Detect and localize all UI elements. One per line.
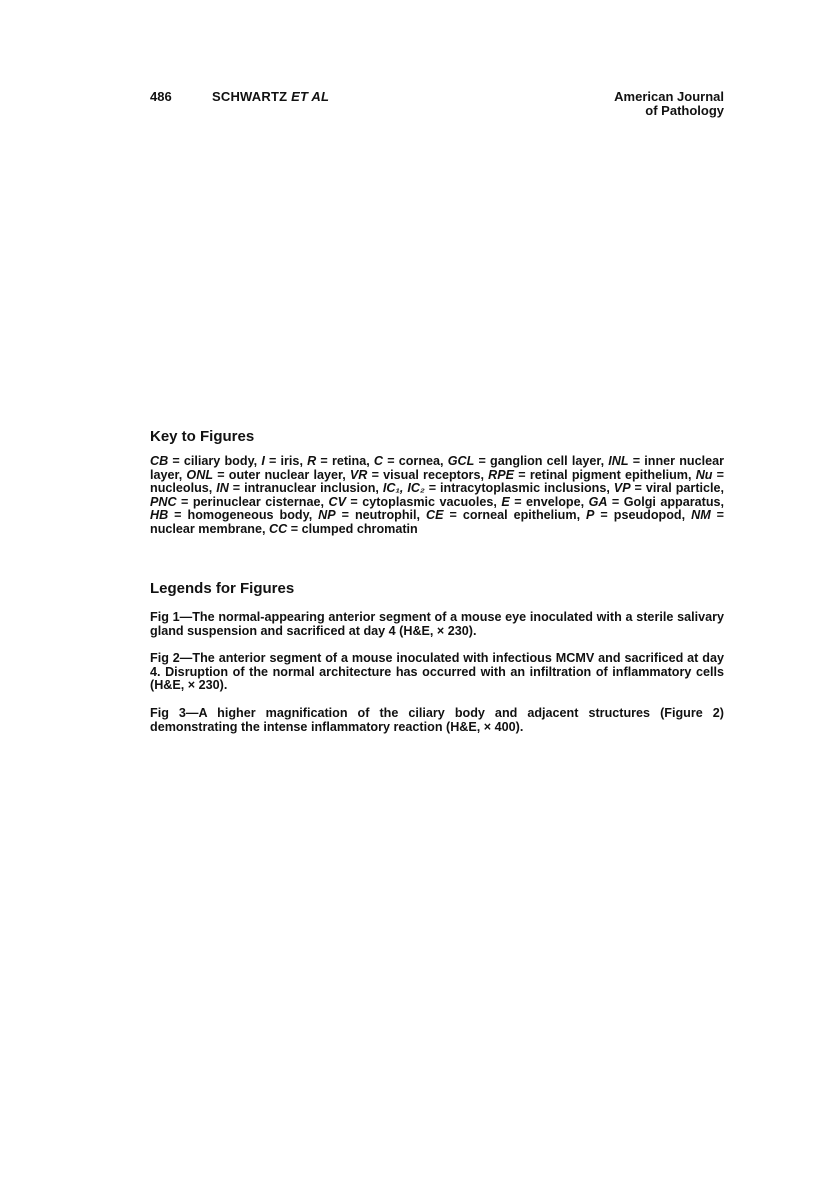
key-meaning: viral particle bbox=[645, 481, 721, 496]
key-abbr: RPE bbox=[488, 467, 515, 482]
key-abbr: E bbox=[501, 494, 510, 509]
legends-section bbox=[150, 580, 724, 748]
key-meaning: retinal pigment epithelium bbox=[529, 467, 688, 482]
key-abbr: IN bbox=[216, 481, 229, 496]
running-head-authors bbox=[212, 90, 329, 104]
key-meaning: Golgi apparatus bbox=[623, 494, 721, 509]
key-meaning: pseudopod bbox=[613, 508, 682, 523]
key-meaning: ganglion cell layer bbox=[490, 454, 601, 468]
key-abbr: CB bbox=[150, 454, 169, 468]
key-abbr: Nu bbox=[695, 467, 713, 482]
journal-line-2: of Pathology bbox=[645, 103, 724, 118]
key-meaning: retina bbox=[331, 454, 367, 468]
key-abbr: I bbox=[261, 454, 265, 468]
key-meaning: neutrophil bbox=[354, 508, 417, 523]
key-meaning: corneal epithelium bbox=[462, 508, 577, 523]
running-header bbox=[150, 90, 724, 124]
key-meaning: clumped chromatin bbox=[301, 521, 418, 536]
key-abbr: HB bbox=[150, 508, 169, 523]
key-meaning: inner nuclear layer bbox=[150, 454, 725, 482]
legend-fig-2: Fig 2—The anterior segment of a mouse inoculated with infectious MCMV and sacrificed at day 4. Disruption of the normal architecture has occurred with an infiltration of inflammatory cells (H&E, × 230). bbox=[150, 651, 724, 693]
key-meaning: cytoplasmic vacuoles bbox=[362, 494, 494, 509]
key-abbr: VP bbox=[613, 481, 631, 496]
key-abbr: CE bbox=[426, 508, 444, 523]
key-meaning: visual receptors bbox=[383, 467, 481, 482]
key-meaning: homogeneous body bbox=[187, 508, 309, 523]
key-meaning: intranuclear inclusion bbox=[244, 481, 376, 496]
key-title: Key to Figures bbox=[150, 428, 255, 445]
key-meaning: outer nuclear layer bbox=[228, 467, 343, 482]
key-meaning: nucleolus bbox=[150, 481, 209, 496]
author-etal: ET AL bbox=[291, 89, 330, 104]
key-meaning: iris bbox=[280, 454, 300, 468]
key-meaning: intracytoplasmic inclusions bbox=[440, 481, 607, 496]
key-abbr: PNC bbox=[150, 494, 177, 509]
key-meaning: cornea bbox=[398, 454, 441, 468]
key-abbr: INL bbox=[608, 454, 629, 468]
key-abbr: CC bbox=[269, 521, 288, 536]
journal-line-1: American Journal bbox=[614, 89, 724, 104]
key-abbr: P bbox=[586, 508, 595, 523]
key-entries: CB = ciliary body, I = iris, R = retina, C = cornea, GCL = ganglion cell layer, INL = inner nuclear layer, ONL = outer nuclear layer, VR = visual receptors, RPE = retinal pigment epithelium, Nu = nucleolus, IN = intranuclear inclusion, IC₁, IC₂ = intracytoplasmic inclusions, VP = viral particle, PNC = perinuclear cisternae, CV = cytoplasmic vacuoles, E = envelope, GA = Golgi apparatus, HB = homogeneous body, NP = neutrophil, CE = corneal epithelium, P = pseudopod, NM = nuclear membrane, CC = clumped chromatin bbox=[150, 454, 725, 536]
key-abbr: NP bbox=[318, 508, 336, 523]
key-abbr: GCL bbox=[447, 454, 475, 468]
legend-fig-3: Fig 3—A higher magnification of the ciliary body and adjacent structures (Figure 2) demonstrating the intense inflammatory reaction (H&E, × 400). bbox=[150, 705, 724, 734]
key-abbr: ONL bbox=[186, 467, 214, 482]
key-abbr: C bbox=[373, 454, 384, 468]
legends-title: Legends for Figures bbox=[150, 580, 295, 597]
journal-name bbox=[614, 90, 724, 118]
page-number: 486 bbox=[150, 89, 172, 104]
author-surname: SCHWARTZ bbox=[212, 89, 288, 104]
key-meaning: nuclear membrane bbox=[150, 521, 262, 536]
key-meaning: ciliary body bbox=[183, 454, 254, 468]
key-abbr: IC₁, IC₂ bbox=[382, 481, 425, 496]
key-meaning: perinuclear cisternae bbox=[192, 494, 321, 509]
key-abbr: CV bbox=[328, 494, 346, 509]
key-to-figures-section bbox=[150, 428, 724, 537]
legend-fig-1: Fig 1—The normal-appearing anterior segment of a mouse eye inoculated with a sterile salivary gland suspension and sacrificed at day 4 (H&E, × 230). bbox=[150, 610, 724, 638]
key-abbr: VR bbox=[349, 467, 368, 482]
key-abbr: GA bbox=[588, 494, 608, 509]
key-abbr: R bbox=[307, 454, 317, 468]
key-abbr: NM bbox=[691, 508, 711, 523]
key-meaning: envelope bbox=[526, 494, 581, 509]
